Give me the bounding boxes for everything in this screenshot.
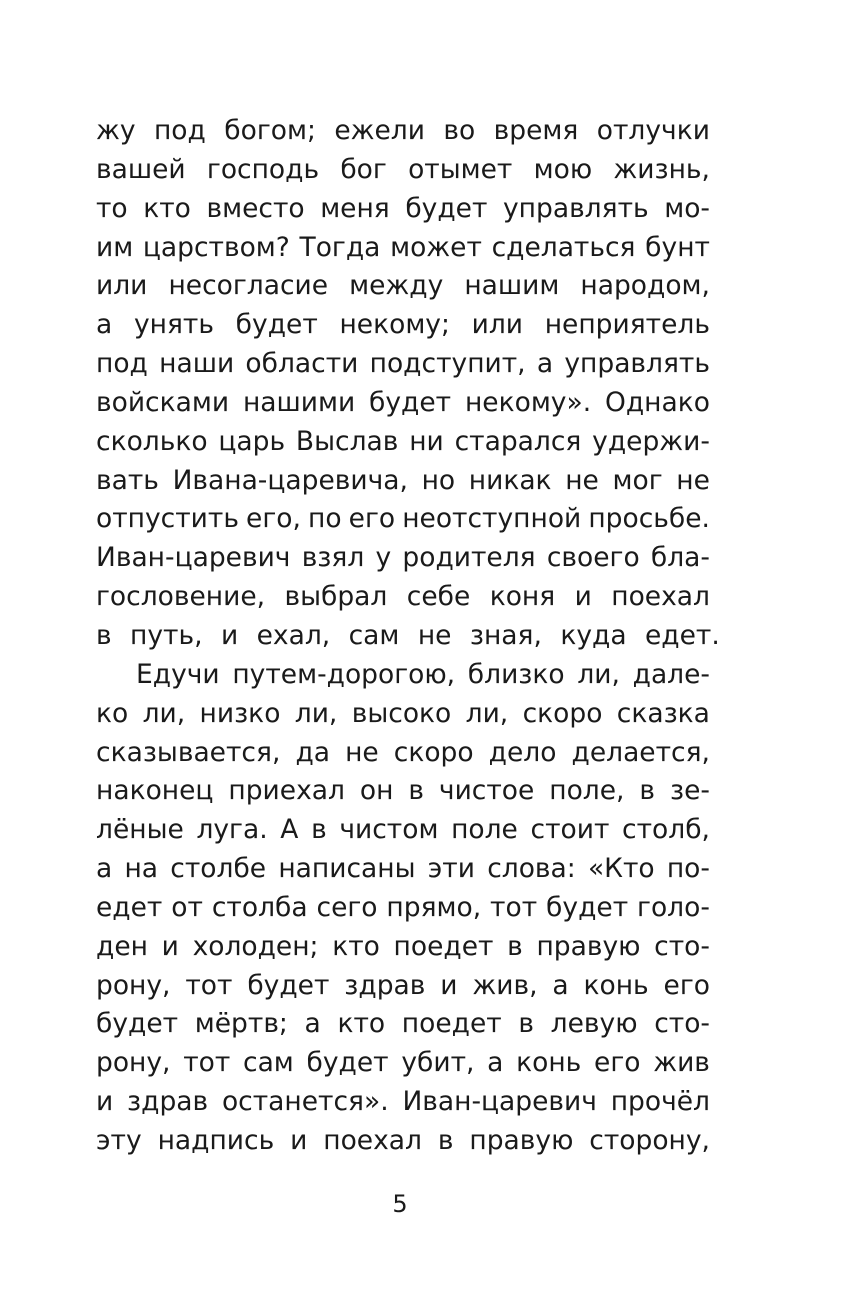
word: тот — [185, 969, 233, 1001]
word: А — [280, 814, 299, 846]
word: по — [308, 503, 342, 535]
word: а — [552, 969, 569, 1001]
word: время — [493, 115, 579, 146]
word: тот — [183, 1047, 231, 1079]
text-line — [96, 928, 710, 967]
word: здрав — [344, 969, 426, 1001]
word: и — [574, 581, 592, 613]
word: сего — [316, 891, 378, 923]
word: его, — [246, 503, 301, 535]
word: а — [304, 1008, 321, 1040]
text-line — [96, 772, 710, 811]
word: старался — [454, 425, 582, 457]
text-line — [96, 462, 710, 501]
word: царством? — [142, 231, 290, 263]
word: может — [390, 231, 482, 263]
word: надпись — [157, 1124, 275, 1156]
word: вместо — [206, 192, 305, 224]
word: себе — [406, 581, 471, 613]
word: отлучки — [596, 115, 710, 146]
word: во — [443, 115, 476, 146]
word: сказывается, — [96, 736, 281, 768]
word: близко — [467, 658, 565, 690]
word: будет — [306, 1047, 389, 1079]
word: рону, — [96, 969, 171, 1001]
text-line — [96, 578, 710, 617]
word: зе- — [669, 775, 710, 807]
word: путем-дорогою, — [232, 658, 456, 690]
page-number: 5 — [392, 1190, 408, 1218]
word: или — [471, 309, 524, 341]
word: «Кто — [587, 853, 655, 885]
text-line — [96, 734, 710, 773]
word: останется». — [221, 1086, 389, 1118]
word: столбе — [170, 853, 267, 885]
word: некому; — [339, 309, 450, 341]
word: а — [487, 1047, 504, 1079]
word: жизнь, — [613, 153, 710, 185]
word: конь — [583, 969, 649, 1001]
word: и — [290, 1124, 308, 1156]
word: им — [96, 231, 134, 263]
word: наши — [159, 348, 235, 380]
word: поехал — [323, 1124, 422, 1156]
word: в — [408, 775, 424, 807]
text-line — [96, 190, 710, 229]
word: взял — [301, 542, 365, 574]
word: от — [171, 891, 203, 923]
word: в — [437, 1124, 454, 1156]
word: и — [161, 930, 179, 962]
word: луга. — [196, 814, 268, 846]
word: Тогда — [299, 231, 381, 263]
text-line — [96, 695, 710, 734]
word: царь — [218, 425, 286, 457]
word: жив, — [472, 969, 538, 1001]
text-line — [96, 1083, 710, 1122]
word: прочёл — [610, 1086, 710, 1118]
word: бог — [340, 153, 387, 185]
word: бла- — [650, 542, 710, 574]
word: ли, — [465, 697, 509, 729]
word: правую — [469, 1124, 574, 1156]
word: чистом — [339, 814, 439, 846]
word: он — [359, 775, 394, 807]
paragraph — [96, 656, 710, 1161]
paragraph — [96, 112, 720, 656]
text-line — [96, 500, 710, 539]
word: правую — [536, 930, 641, 962]
word: жив — [653, 1047, 710, 1079]
word: сказка — [616, 697, 710, 729]
word: Иван-царевич — [402, 1086, 597, 1118]
word: и — [440, 969, 458, 1001]
text-line — [96, 229, 710, 268]
word: делается, — [571, 736, 710, 768]
word: в — [507, 930, 523, 962]
word: поедет — [401, 1008, 502, 1040]
word: родителя — [402, 542, 536, 574]
text-line — [96, 151, 710, 190]
word: написаны — [278, 853, 416, 885]
word: левую — [550, 1008, 638, 1040]
text-line — [96, 1122, 710, 1161]
word: коня — [489, 581, 556, 613]
word: кто — [143, 192, 191, 224]
word: будет — [546, 891, 629, 923]
word: а — [536, 348, 554, 380]
word: наконец — [96, 775, 214, 807]
text-line — [96, 423, 710, 462]
word: нашим — [464, 270, 560, 302]
text-line — [96, 811, 710, 850]
text-line — [96, 539, 710, 578]
word: Едучи — [136, 658, 220, 690]
word: эти — [427, 853, 475, 885]
word: поехал — [611, 581, 710, 613]
word: убит, — [401, 1047, 475, 1079]
word: его — [594, 1047, 641, 1079]
word: холоден; — [192, 930, 319, 962]
word: высоко — [351, 697, 452, 729]
word: столб, — [622, 814, 710, 846]
word: стоит — [530, 814, 610, 846]
body-text — [96, 112, 720, 1161]
text-line — [96, 889, 710, 928]
word: будет — [405, 192, 488, 224]
word: а — [96, 853, 113, 885]
word: мёртв; — [194, 1008, 288, 1040]
word: в — [639, 775, 656, 807]
word: сам — [243, 1047, 294, 1079]
word: поедет — [393, 930, 494, 962]
word: у — [375, 542, 392, 574]
word: прямо, — [386, 891, 482, 923]
word: отымет — [408, 153, 513, 185]
text-line — [96, 656, 710, 695]
text-line — [96, 850, 710, 889]
word: управлять — [503, 192, 649, 224]
word: вать — [96, 464, 159, 496]
word: дело — [488, 736, 557, 768]
word: неотступной — [402, 503, 582, 535]
text-line — [96, 112, 710, 151]
word: удержи- — [592, 425, 710, 457]
text-line — [96, 267, 710, 306]
word: никак — [468, 464, 552, 496]
word: тот — [490, 891, 538, 923]
word: ко — [96, 697, 129, 729]
text-line: в путь, и ехал, сам не зная, куда едет. — [96, 619, 720, 651]
word: отпустить — [96, 503, 239, 535]
text-line — [96, 345, 710, 384]
word: или — [96, 270, 148, 302]
word: гословение, — [96, 581, 266, 613]
word: и — [96, 1086, 114, 1118]
word: кто — [337, 1008, 386, 1040]
word: Иван-царевич — [96, 542, 291, 574]
word: а — [96, 309, 113, 341]
word: поле — [451, 814, 518, 846]
word: под — [153, 115, 206, 146]
word: нашими — [242, 386, 356, 418]
word: сто- — [654, 930, 710, 962]
word: унять — [133, 309, 214, 341]
word: эту — [96, 1124, 142, 1156]
word: в — [311, 814, 327, 846]
word: ден — [96, 930, 148, 962]
word: несогласие — [168, 270, 329, 302]
word: в — [518, 1008, 534, 1040]
word: его — [663, 969, 710, 1001]
word: будет — [235, 309, 318, 341]
word: будет — [247, 969, 330, 1001]
word: некому». — [464, 386, 592, 418]
text-line — [96, 306, 710, 345]
word: его — [348, 503, 396, 535]
word: ли, — [294, 697, 338, 729]
word: народом, — [580, 270, 710, 302]
word: то — [96, 192, 128, 224]
word: будет — [96, 1008, 179, 1040]
word: бунт — [645, 231, 710, 263]
word: своего — [546, 542, 640, 574]
word: Выслав — [295, 425, 399, 457]
word: сторону, — [589, 1124, 710, 1156]
word: едет — [96, 891, 163, 923]
word: скоро — [522, 697, 603, 729]
word: голо- — [637, 891, 710, 923]
word: сто- — [654, 1008, 710, 1040]
word: мою — [533, 153, 593, 185]
word: меня — [320, 192, 390, 224]
word: да — [295, 736, 330, 768]
word: по- — [666, 853, 710, 885]
word: Однако — [604, 386, 710, 418]
word: управлять — [564, 348, 710, 380]
word: на — [124, 853, 159, 885]
word: будет — [369, 386, 452, 418]
word: неприятель — [544, 309, 710, 341]
word: жу — [96, 115, 136, 146]
word: мог — [612, 464, 663, 496]
word: ли, — [577, 658, 620, 690]
text-line — [96, 1044, 710, 1083]
word: ли, — [142, 697, 186, 729]
word: сделаться — [491, 231, 636, 263]
word: подступит, — [369, 348, 526, 380]
word: не — [676, 464, 710, 496]
word: сколько — [96, 425, 208, 457]
word: под — [96, 348, 148, 380]
word: не — [565, 464, 599, 496]
word: конь — [516, 1047, 582, 1079]
word: между — [349, 270, 444, 302]
word: богом; — [224, 115, 316, 146]
word: ежели — [334, 115, 425, 146]
word: не — [345, 736, 379, 768]
word: слова: — [487, 853, 576, 885]
word: просьбе. — [588, 503, 710, 535]
word: кто — [332, 930, 380, 962]
word: войсками — [96, 386, 230, 418]
text-line — [96, 967, 710, 1006]
word: приехал — [228, 775, 345, 807]
word: ни — [409, 425, 444, 457]
word: области — [245, 348, 359, 380]
word: рону, — [96, 1047, 171, 1079]
word: мо- — [664, 192, 710, 224]
word: поле, — [549, 775, 625, 807]
word: чистое — [438, 775, 535, 807]
word: лёные — [96, 814, 184, 846]
word: здрав — [127, 1086, 209, 1118]
text-line — [96, 1005, 710, 1044]
word: скоро — [393, 736, 474, 768]
word: столба — [211, 891, 308, 923]
word: низко — [199, 697, 281, 729]
word: выбрал — [284, 581, 388, 613]
word: господь — [206, 153, 320, 185]
word: вашей — [96, 153, 186, 185]
word: но — [421, 464, 456, 496]
word: Ивана-царевича, — [172, 464, 408, 496]
word: дале- — [632, 658, 710, 690]
text-line — [96, 384, 710, 423]
